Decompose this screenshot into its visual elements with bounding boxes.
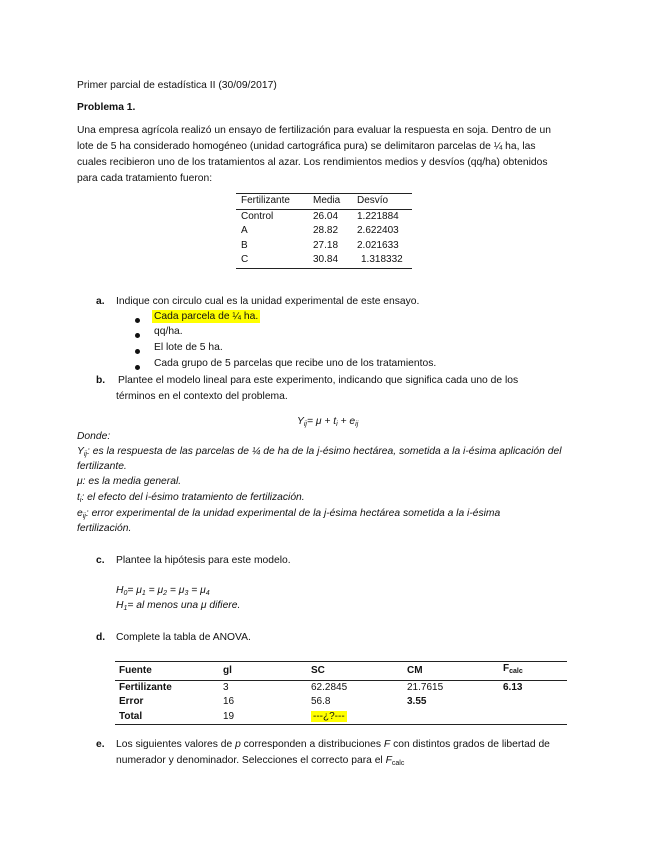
question-e-label: e.: [96, 739, 105, 750]
table-cell: 3: [223, 681, 229, 693]
table-cell: 2.622403: [357, 225, 399, 236]
table-row: [236, 253, 412, 268]
y-definition-cont: fertilizante.: [77, 461, 127, 472]
table-cell: Total: [119, 710, 143, 722]
t-definition: $t_i$: el efecto del i-ésimo tratamiento de fertilización.: [77, 492, 305, 504]
question-c-label: c.: [96, 555, 105, 566]
question-e-line-2: numerador y denominador. Selecciones el correcto para el $F_{calc}$: [116, 755, 405, 767]
linear-model: $Y_{ij}= \mu + t_i + e_{ij}$: [297, 416, 359, 428]
table-cell: 62.2845: [311, 681, 348, 693]
table-row: [115, 710, 567, 725]
question-b-line-2: términos en el contexto del problema.: [116, 391, 288, 402]
col-header: Fuente: [115, 662, 219, 681]
question-d-label: d.: [96, 632, 106, 643]
treatment-table: [236, 193, 412, 269]
table-cell: Fertilizante: [119, 681, 172, 693]
anova-header: [115, 662, 567, 681]
e-definition: $e_{ij}$: error experimental de la unidad experimental de la j-ésima hectárea sometida a la i-ésima: [77, 508, 501, 520]
highlighted-unknown: ---¿?---: [313, 710, 345, 722]
table-cell: [403, 710, 499, 725]
donde-title: Donde:: [77, 431, 111, 442]
mu-definition: μ: es la media general.: [77, 476, 182, 487]
table-row: [236, 209, 412, 224]
bullet-icon: [135, 318, 140, 323]
table-cell: 1.318332: [361, 254, 403, 265]
col-header: gl: [219, 662, 307, 681]
intro-line-4: para cada tratamiento fueron:: [77, 173, 213, 184]
table-cell: [499, 710, 567, 725]
question-b-label: b.: [96, 375, 106, 386]
bullet-icon: [135, 349, 140, 354]
intro-line-3: cuales recibieron uno de los tratamientos al azar. Los rendimientos medios y desvíos (qq/ha) obtenidos: [77, 157, 548, 168]
anova-table: [115, 661, 567, 725]
col-header: Fertilizante: [236, 194, 308, 210]
option-a3[interactable]: El lote de 5 ha.: [154, 342, 223, 353]
problem-title: Problema 1.: [77, 102, 136, 113]
table-cell: 6.13: [503, 681, 523, 693]
intro-line-2: lote de 5 ha considerado homogéneo (unidad cartográfica pura) se delimitaron parcelas de ¼ ha, las: [77, 141, 536, 152]
table-row: [236, 239, 412, 254]
table-cell: 3.55: [407, 696, 427, 707]
bullet-icon: [135, 333, 140, 338]
y-definition: $Y_{ij}$: es la respuesta de las parcelas de ¼ de ha de la j-ésimo hectárea, sometida a la i-ésima aplicación del: [77, 446, 562, 458]
treatment-table-header: [236, 194, 412, 210]
table-row: [115, 680, 567, 695]
option-a1[interactable]: [152, 311, 260, 322]
option-a2[interactable]: qq/ha.: [154, 326, 183, 337]
table-cell: B: [241, 239, 248, 251]
table-cell: A: [241, 225, 248, 236]
highlighted-answer: Cada parcela de ¼ ha.: [154, 311, 259, 322]
col-header: Desvío: [352, 194, 412, 210]
table-cell: 21.7615: [407, 681, 444, 693]
table-cell: [307, 710, 403, 725]
col-header: SC: [307, 662, 403, 681]
col-header: Media: [308, 194, 352, 210]
null-hypothesis: $H_0= \mu_1 = \mu_2 = \mu_3 = \mu_4$: [116, 585, 210, 597]
table-cell: 16: [223, 696, 235, 707]
table-cell: 27.18: [313, 239, 339, 251]
question-b-line-1: Plantee el modelo lineal para este experimento, indicando que significa cada uno de los: [118, 375, 519, 386]
intro-line-1: Una empresa agrícola realizó un ensayo de fertilización para evaluar la respuesta en soja. Dentro de un: [77, 125, 551, 136]
question-c-text: Plantee la hipótesis para este modelo.: [116, 555, 291, 566]
bullet-icon: [135, 365, 140, 370]
col-header-fcalc: $F_{calc}$: [499, 662, 567, 681]
question-d-text: Complete la tabla de ANOVA.: [116, 632, 251, 643]
table-cell: Error: [119, 696, 144, 707]
table-cell: 1.221884: [357, 210, 399, 222]
table-cell: 30.84: [313, 254, 339, 265]
table-cell: 2.021633: [357, 239, 399, 251]
alt-hypothesis: $H_1=$ al menos una μ difiere.: [116, 600, 241, 612]
table-cell: 26.04: [313, 210, 339, 222]
e-definition-cont: fertilización.: [77, 523, 132, 534]
table-cell: Control: [241, 210, 274, 222]
col-header: CM: [403, 662, 499, 681]
table-cell: C: [241, 254, 249, 265]
option-a4[interactable]: Cada grupo de 5 parcelas que recibe uno de los tratamientos.: [154, 358, 437, 369]
table-row: [115, 695, 567, 710]
table-cell: [499, 695, 567, 710]
table-cell: 56.8: [311, 696, 331, 707]
question-e-line-1: Los siguientes valores de p corresponden a distribuciones F con distintos grados de libertad de: [116, 739, 550, 750]
question-a-text: Indique con circulo cual es la unidad experimental de este ensayo.: [116, 296, 420, 307]
question-a-label: a.: [96, 296, 105, 307]
document-header: Primer parcial de estadística II (30/09/2017): [77, 80, 277, 91]
table-cell: 28.82: [313, 225, 339, 236]
table-row: [236, 224, 412, 239]
table-cell: 19: [223, 710, 235, 722]
